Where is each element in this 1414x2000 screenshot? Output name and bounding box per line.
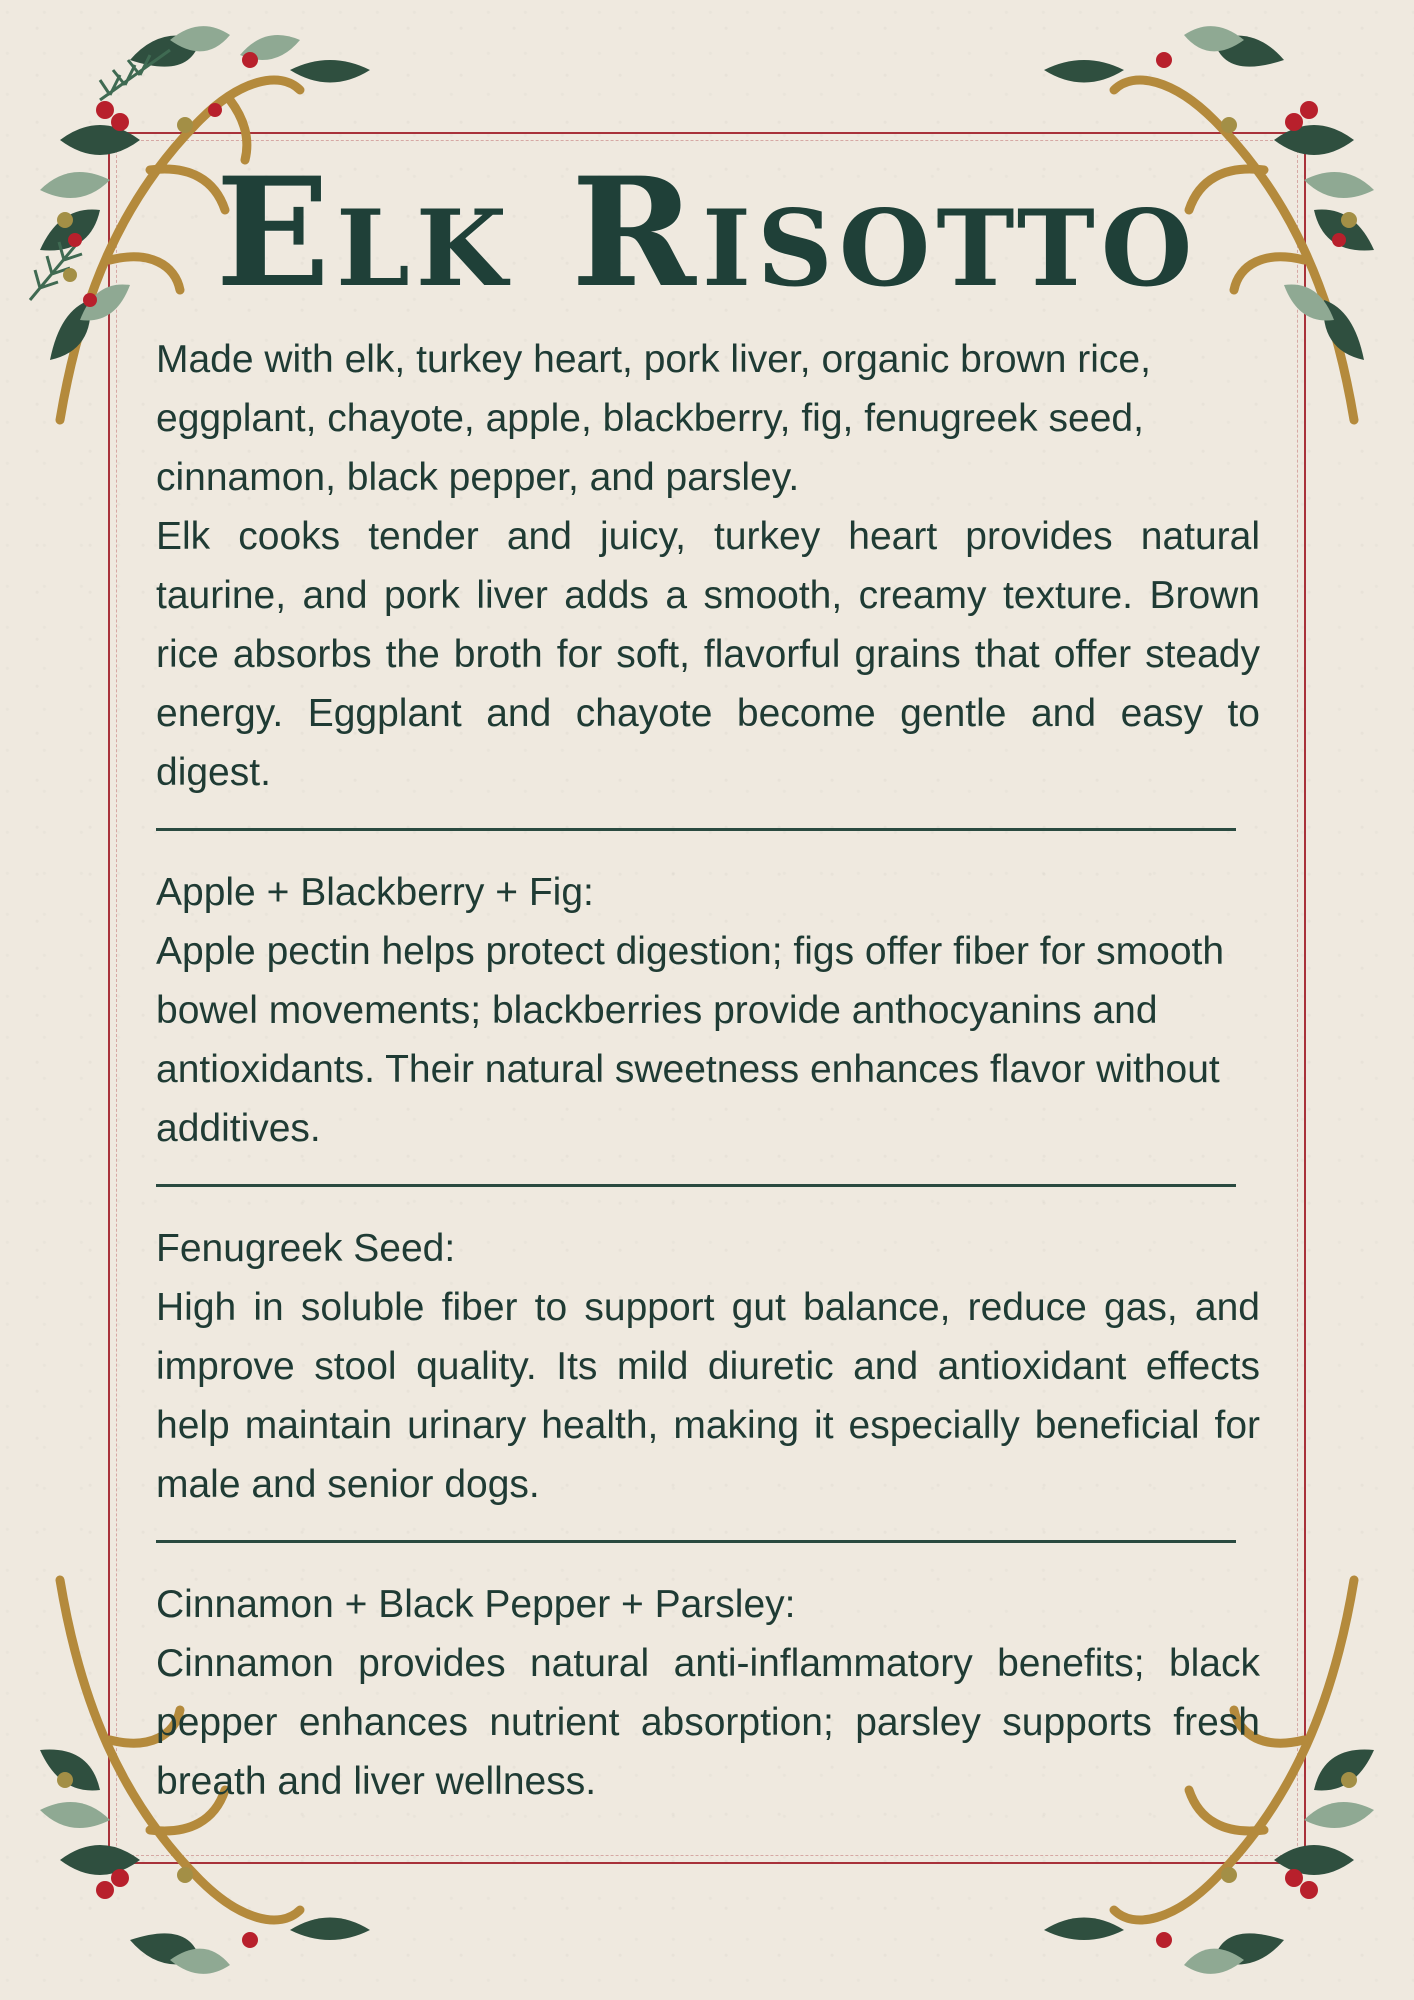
intro-description: Elk cooks tender and juicy, turkey heart provides natural taurine, and pork liver adds a smooth, creamy texture. Brown rice absorbs the broth for soft, flavorful grains that offer steady energy. Eggplant and chayote become gentle and easy to digest. bbox=[156, 515, 1260, 794]
section-body-fenugreek: High in soluble fiber to support gut balance, reduce gas, and improve stool quality. Its mild diuretic and antioxidant effects help maintain urinary health, making it especially beneficial for male and senior dogs. bbox=[156, 1286, 1260, 1506]
section-body-fruits: Apple pectin helps protect digestion; figs offer fiber for smooth bowel movements; blackberries provide anthocyanins and antioxidants. Their natural sweetness enhances flavor without additives. bbox=[156, 930, 1225, 1150]
section-divider bbox=[156, 1540, 1236, 1543]
section-heading-fruits: Apple + Blackberry + Fig: bbox=[156, 871, 594, 914]
section-heading-fenugreek: Fenugreek Seed: bbox=[156, 1227, 456, 1270]
intro-ingredients: Made with elk, turkey heart, pork liver, organic brown rice, eggplant, chayote, apple, blackberry, fig, fenugreek seed, cinnamon, black pepper, and parsley. bbox=[156, 338, 1151, 499]
section-divider bbox=[156, 1184, 1236, 1187]
recipe-content bbox=[156, 330, 1260, 1811]
section-body-spices: Cinnamon provides natural anti-inflammatory benefits; black pepper enhances nutrient absorption; parsley supports fresh breath and liver wellness. bbox=[156, 1642, 1260, 1803]
page-title: Elk Risotto bbox=[215, 145, 1199, 321]
section-heading-spices: Cinnamon + Black Pepper + Parsley: bbox=[156, 1583, 796, 1626]
section-divider bbox=[156, 828, 1236, 831]
